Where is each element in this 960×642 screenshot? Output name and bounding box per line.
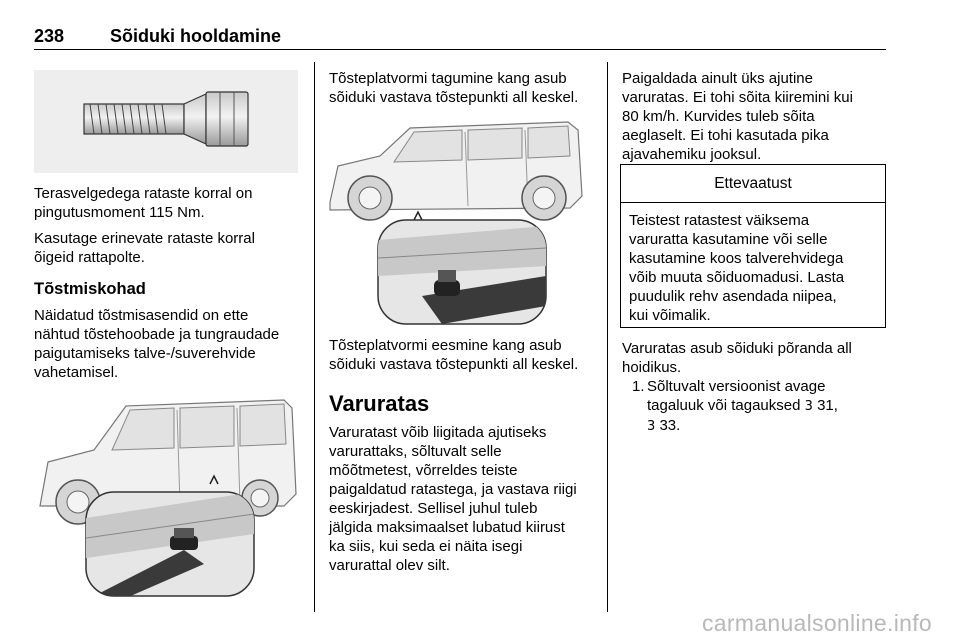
temporary-spare-line: ajavahemiku jooksul.: [622, 146, 762, 163]
list-item-line2: [647, 396, 886, 416]
lifting-paragraph-line2: nähtud tõstehoobade ja tungraudade: [34, 326, 280, 343]
caution-title: Ettevaatust: [621, 165, 885, 203]
chapter-title: Sõiduki hooldamine: [110, 26, 282, 46]
lifting-paragraph-line1: Näidatud tõstmisasendid on ette: [34, 307, 249, 324]
temporary-spare-line: aeglaselt. Ei tohi kasutada pika: [622, 127, 829, 144]
front-lifting-point-illustration: [34, 388, 298, 598]
column-divider-1: [314, 62, 315, 612]
temporary-spare-line: Paigaldada ainult üks ajutine: [622, 70, 813, 87]
front-lever-caption-line1: Tõsteplatvormi eesmine kang asub: [329, 337, 562, 354]
caution-body: [629, 211, 881, 325]
page-reference-link-31[interactable]: 31,: [817, 397, 838, 414]
page-reference-link-33[interactable]: 33.: [659, 417, 681, 434]
page-number: 238: [34, 26, 65, 46]
page-header: [34, 22, 886, 52]
spare-location-line1: Varuratas asub sõiduki põranda all: [622, 340, 852, 357]
page-reference-icon[interactable]: 3: [804, 399, 813, 414]
page-reference-icon[interactable]: 3: [647, 419, 656, 434]
spare-wheel-line: jälgida maksimaalset lubatud kiirust: [329, 519, 565, 536]
column-3-location-text: [622, 339, 886, 377]
bolts-paragraph-line1: Kasutage erinevate rataste korral: [34, 230, 255, 247]
caution-line: võib muuta sõiduomadusi. Lasta: [629, 269, 845, 286]
watermark-text: carmanualsonline.info: [701, 610, 932, 636]
torque-paragraph-line1: Terasvelgedega rataste korral on: [34, 185, 253, 202]
caution-line: kui võimalik.: [629, 307, 711, 324]
list-item-line3: [647, 416, 886, 436]
caution-line: kasutamine koos talverehvidega: [629, 250, 844, 267]
column-2-caption-1: [329, 69, 599, 107]
list-item-number: 1.: [632, 378, 645, 395]
bolts-paragraph-line2: õigeid rattapolte.: [34, 249, 145, 266]
column-3-intro: [622, 69, 886, 164]
list-item-line1: Sõltuvalt versioonist avage: [647, 378, 826, 395]
spare-wheel-line: eeskirjadest. Sellisel juhul tuleb: [329, 500, 538, 517]
torque-paragraph-line2: pingutusmoment 115 Nm.: [34, 204, 205, 221]
spare-wheel-line: Varuratast võib liigitada ajutiseks: [329, 424, 547, 441]
rear-lever-caption-line1: Tõsteplatvormi tagumine kang asub: [329, 70, 567, 87]
column-divider-2: [607, 62, 608, 612]
wheel-bolt-icon: [34, 70, 298, 173]
spare-wheel-line: ka siis, kui seda ei näita isegi: [329, 538, 523, 555]
column-2-text: [329, 336, 605, 575]
spare-location-line2: hoidikus.: [622, 359, 682, 376]
van-rear-lift-icon: [322, 116, 586, 328]
caution-line: Teistest ratastest väiksema: [629, 212, 810, 229]
spare-wheel-line: mõõtmetest, võrreldes teiste: [329, 462, 518, 479]
spare-wheel-paragraph: [329, 423, 605, 575]
spare-wheel-line: varurattal olev silt.: [329, 557, 450, 574]
spare-wheel-line: paigaldatud ratastega, ja vastava riigi: [329, 481, 577, 498]
spare-wheel-line: varurattaks, sõltuvalt selle: [329, 443, 502, 460]
section-heading-spare-wheel: Varuratas: [329, 391, 430, 416]
front-lever-caption-line2: sõiduki vastava tõstepunkti all keskel.: [329, 356, 579, 373]
caution-box: [620, 164, 886, 328]
wheel-bolt-illustration: [34, 70, 298, 173]
section-heading-lifting-points: Tõstmiskohad: [34, 280, 146, 298]
lifting-paragraph-line4: vahetamisel.: [34, 364, 119, 381]
list-item-text: tagaluuk või tagauksed: [647, 397, 801, 414]
caution-line: puudulik rehv asendada niipea,: [629, 288, 837, 305]
lifting-paragraph-line3: paigutamiseks talve-/suverehvide: [34, 345, 256, 362]
rear-lever-caption-line2: sõiduki vastava tõstepunkti all keskel.: [329, 89, 579, 106]
temporary-spare-line: 80 km/h. Kurvides tuleb sõita: [622, 108, 815, 125]
temporary-spare-line: varuratas. Ei tohi sõita kiiremini kui: [622, 89, 853, 106]
header-divider: [34, 49, 886, 50]
column-1-text: [34, 184, 304, 382]
rear-lifting-point-illustration: [322, 116, 586, 328]
van-front-lift-icon: [34, 388, 298, 598]
caution-line: varuratta kasutamine või selle: [629, 231, 828, 248]
